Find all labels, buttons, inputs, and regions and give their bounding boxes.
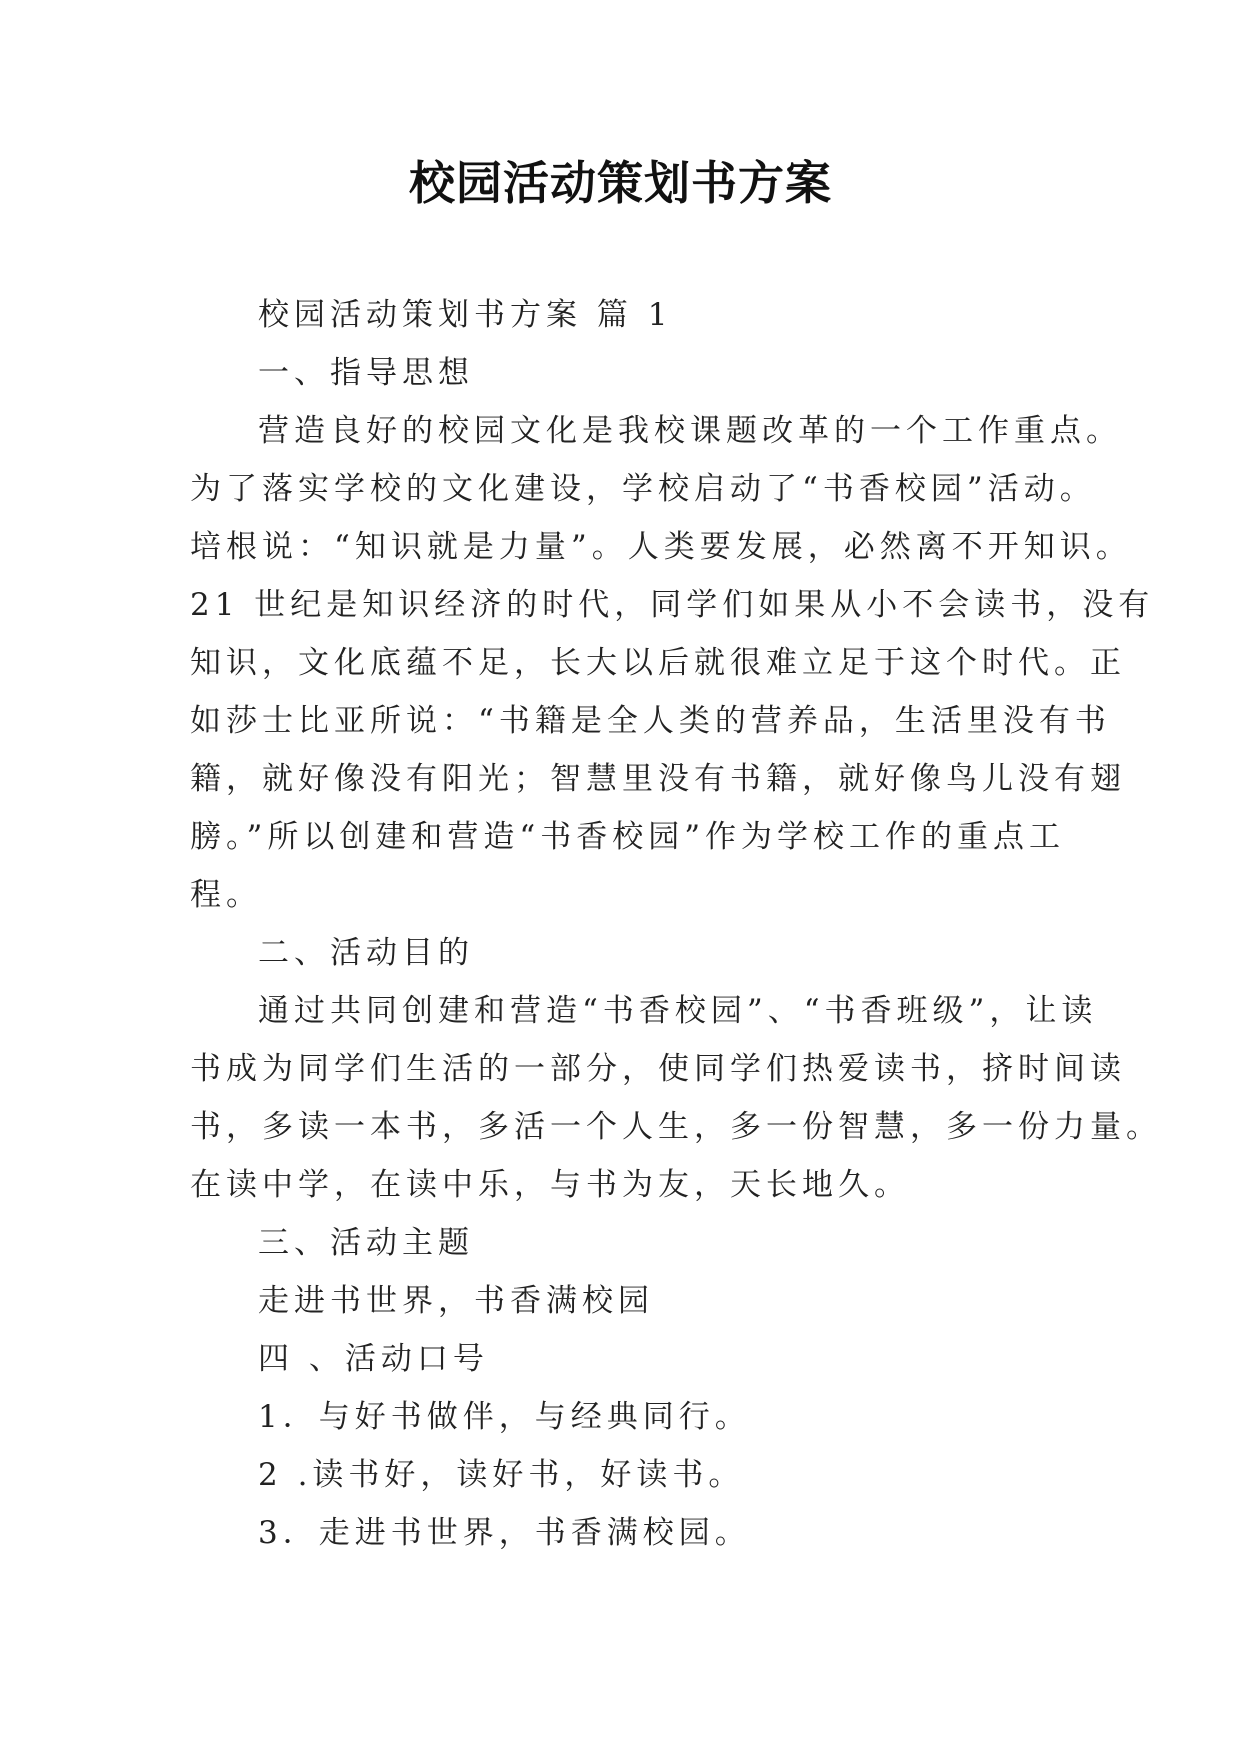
paragraph-line: 籍，就好像没有阳光；智慧里没有书籍，就好像鸟儿没有翅 — [190, 761, 1126, 797]
paragraph-line: 在读中学，在读中乐，与书为友，天长地久。 — [190, 1167, 910, 1203]
paragraph-line: 知识，文化底蕴不足，长大以后就很难立足于这个时代。正 — [190, 645, 1126, 681]
paragraph-line: 程。 — [190, 877, 262, 913]
paragraph-line: 书成为同学们生活的一部分，使同学们热爱读书，挤时间读 — [190, 1051, 1126, 1087]
slogan-item: 2 .读书好，读好书，好读书。 — [258, 1457, 745, 1493]
paragraph-line: 21 世纪是知识经济的时代，同学们如果从小不会读书，没有 — [190, 587, 1155, 623]
slogan-item: 1．与好书做伴，与经典同行。 — [258, 1399, 751, 1435]
document-title: 校园活动策划书方案 — [409, 156, 832, 210]
heading-guiding-thought: 一、指导思想 — [258, 355, 474, 391]
section-title: 校园活动策划书方案 篇 1 — [258, 297, 673, 333]
heading-activity-purpose: 二、活动目的 — [258, 935, 474, 971]
paragraph-line: 营造良好的校园文化是我校课题改革的一个工作重点。 — [258, 413, 1122, 449]
paragraph-line: 通过共同创建和营造“书香校园”、“书香班级”，让读 — [258, 993, 1098, 1029]
paragraph-line: 培根说：“知识就是力量”。人类要发展，必然离不开知识。 — [190, 529, 1132, 565]
document-body — [190, 286, 1162, 1562]
theme-text: 走进书世界，书香满校园 — [258, 1283, 654, 1319]
paragraph-line: 为了落实学校的文化建设，学校启动了“书香校园”活动。 — [190, 471, 1096, 507]
paragraph-line: 如莎士比亚所说：“书籍是全人类的营养品，生活里没有书 — [190, 703, 1111, 739]
heading-activity-slogan: 四 、活动口号 — [258, 1341, 489, 1377]
paragraph-line: 书，多读一本书，多活一个人生，多一份智慧，多一份力量。 — [190, 1109, 1162, 1145]
heading-activity-theme: 三、活动主题 — [258, 1225, 474, 1261]
paragraph-line: 膀。”所以创建和营造“书香校园”作为学校工作的重点工 — [190, 819, 1066, 855]
slogan-item: 3．走进书世界，书香满校园。 — [258, 1515, 751, 1551]
